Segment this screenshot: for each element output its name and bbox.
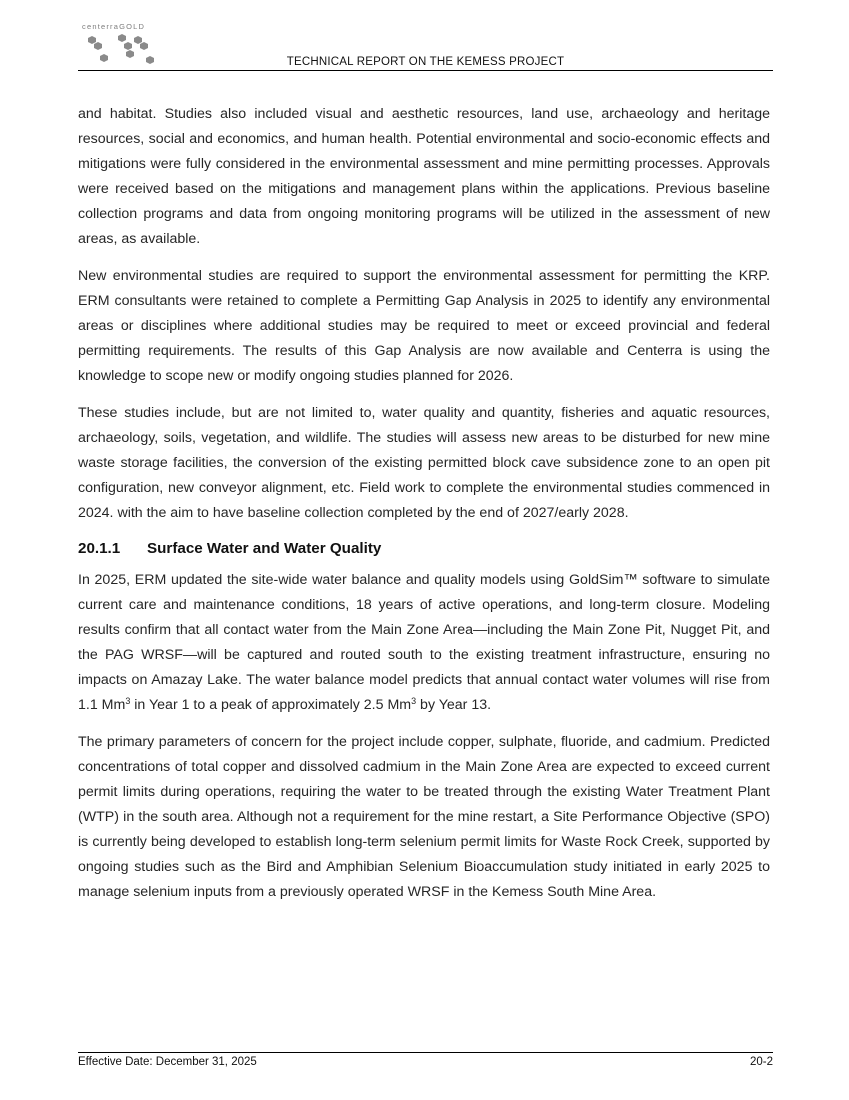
- paragraph-study-scope: These studies include, but are not limited to, water quality and quantity, fisheries and aquatic resources, archaeology, soils, vegetation, and wildlife. The studies will assess new areas to be disturbed for new mine waste storage facilities, the conversion of the existing permitted block cave subsidence zone to an open pit configuration, new conveyor alignment, etc. Field work to complete the environmental studies commenced in 2024. with the aim to have baseline collection completed by the end of 2027/early 2028.: [78, 405, 770, 521]
- page-footer: [78, 1052, 773, 1068]
- effective-date: Effective Date: December 31, 2025: [78, 1056, 257, 1068]
- report-title: TECHNICAL REPORT ON THE KEMESS PROJECT: [286, 56, 565, 68]
- paragraph-habitat-studies: and habitat. Studies also included visual and aesthetic resources, land use, archaeology and heritage resources, social and economics, and human health. Potential environmental and socio-economic effects and mitigations were fully considered in the environmental assessment and mine permitting processes. Approvals were received based on the mitigations and management plans within the applications. Previous baseline collection programs and data from ongoing monitoring programs will be utilized in the assessment of new areas, as available.: [78, 106, 770, 247]
- section-heading: [78, 538, 770, 560]
- logo-wordmark: centerraGOLD: [82, 22, 146, 31]
- water-balance-text-c: by Year 13.: [416, 697, 492, 713]
- section-title: Surface Water and Water Quality: [147, 540, 382, 557]
- water-balance-text-b: in Year 1 to a peak of approximately 2.5 Mm: [130, 697, 412, 713]
- paragraph-water-balance: [78, 568, 770, 718]
- paragraph-parameters-of-concern: The primary parameters of concern for the project include copper, sulphate, fluoride, and cadmium. Predicted concentrations of total copper and dissolved cadmium in the Main Zone Area are expected to exceed current permit limits during operations, requiring the water to be treated through the existing Water Treatment Plant (WTP) in the south area. Although not a requirement for the mine restart, a Site Performance Objective (SPO) is currently being developed to establish long-term selenium permit limits for Waste Rock Creek, supported by ongoing studies such as the Bird and Amphibian Selenium Bioaccumulation study initiated in early 2025 to manage selenium inputs from a previously operated WRSF in the Kemess South Mine Area.: [78, 734, 770, 900]
- superscript-cubed: 3: [125, 696, 131, 706]
- page-number: 20-2: [749, 1056, 773, 1068]
- water-balance-text-a: In 2025, ERM updated the site-wide water balance and quality models using GoldSim™ software to simulate current care and maintenance conditions, 18 years of active operations, and long-term closure. Modeling results confirm that all contact water from the Main Zone Area—including the Main Zone Pit, Nugget Pit, and the PAG WRSF—will be captured and routed south to the existing treatment infrastructure, ensuring no impacts on Amazay Lake. The water balance model predicts that annual contact water volumes will rise from 1.1 Mm: [78, 572, 770, 713]
- paragraph-new-studies: New environmental studies are required to support the environmental assessment for permitting the KRP. ERM consultants were retained to complete a Permitting Gap Analysis in 2025 to identify any environmental areas or disciplines where additional studies may be required to meet or exceed provincial and federal permitting requirements. The results of this Gap Analysis are now available and Centerra is using the knowledge to scope new or modify ongoing studies planned for 2026.: [78, 268, 770, 384]
- superscript-cubed: 3: [411, 696, 417, 706]
- page-body: [78, 102, 770, 917]
- section-number: 20.1.1: [78, 540, 121, 557]
- page-header: [78, 18, 773, 71]
